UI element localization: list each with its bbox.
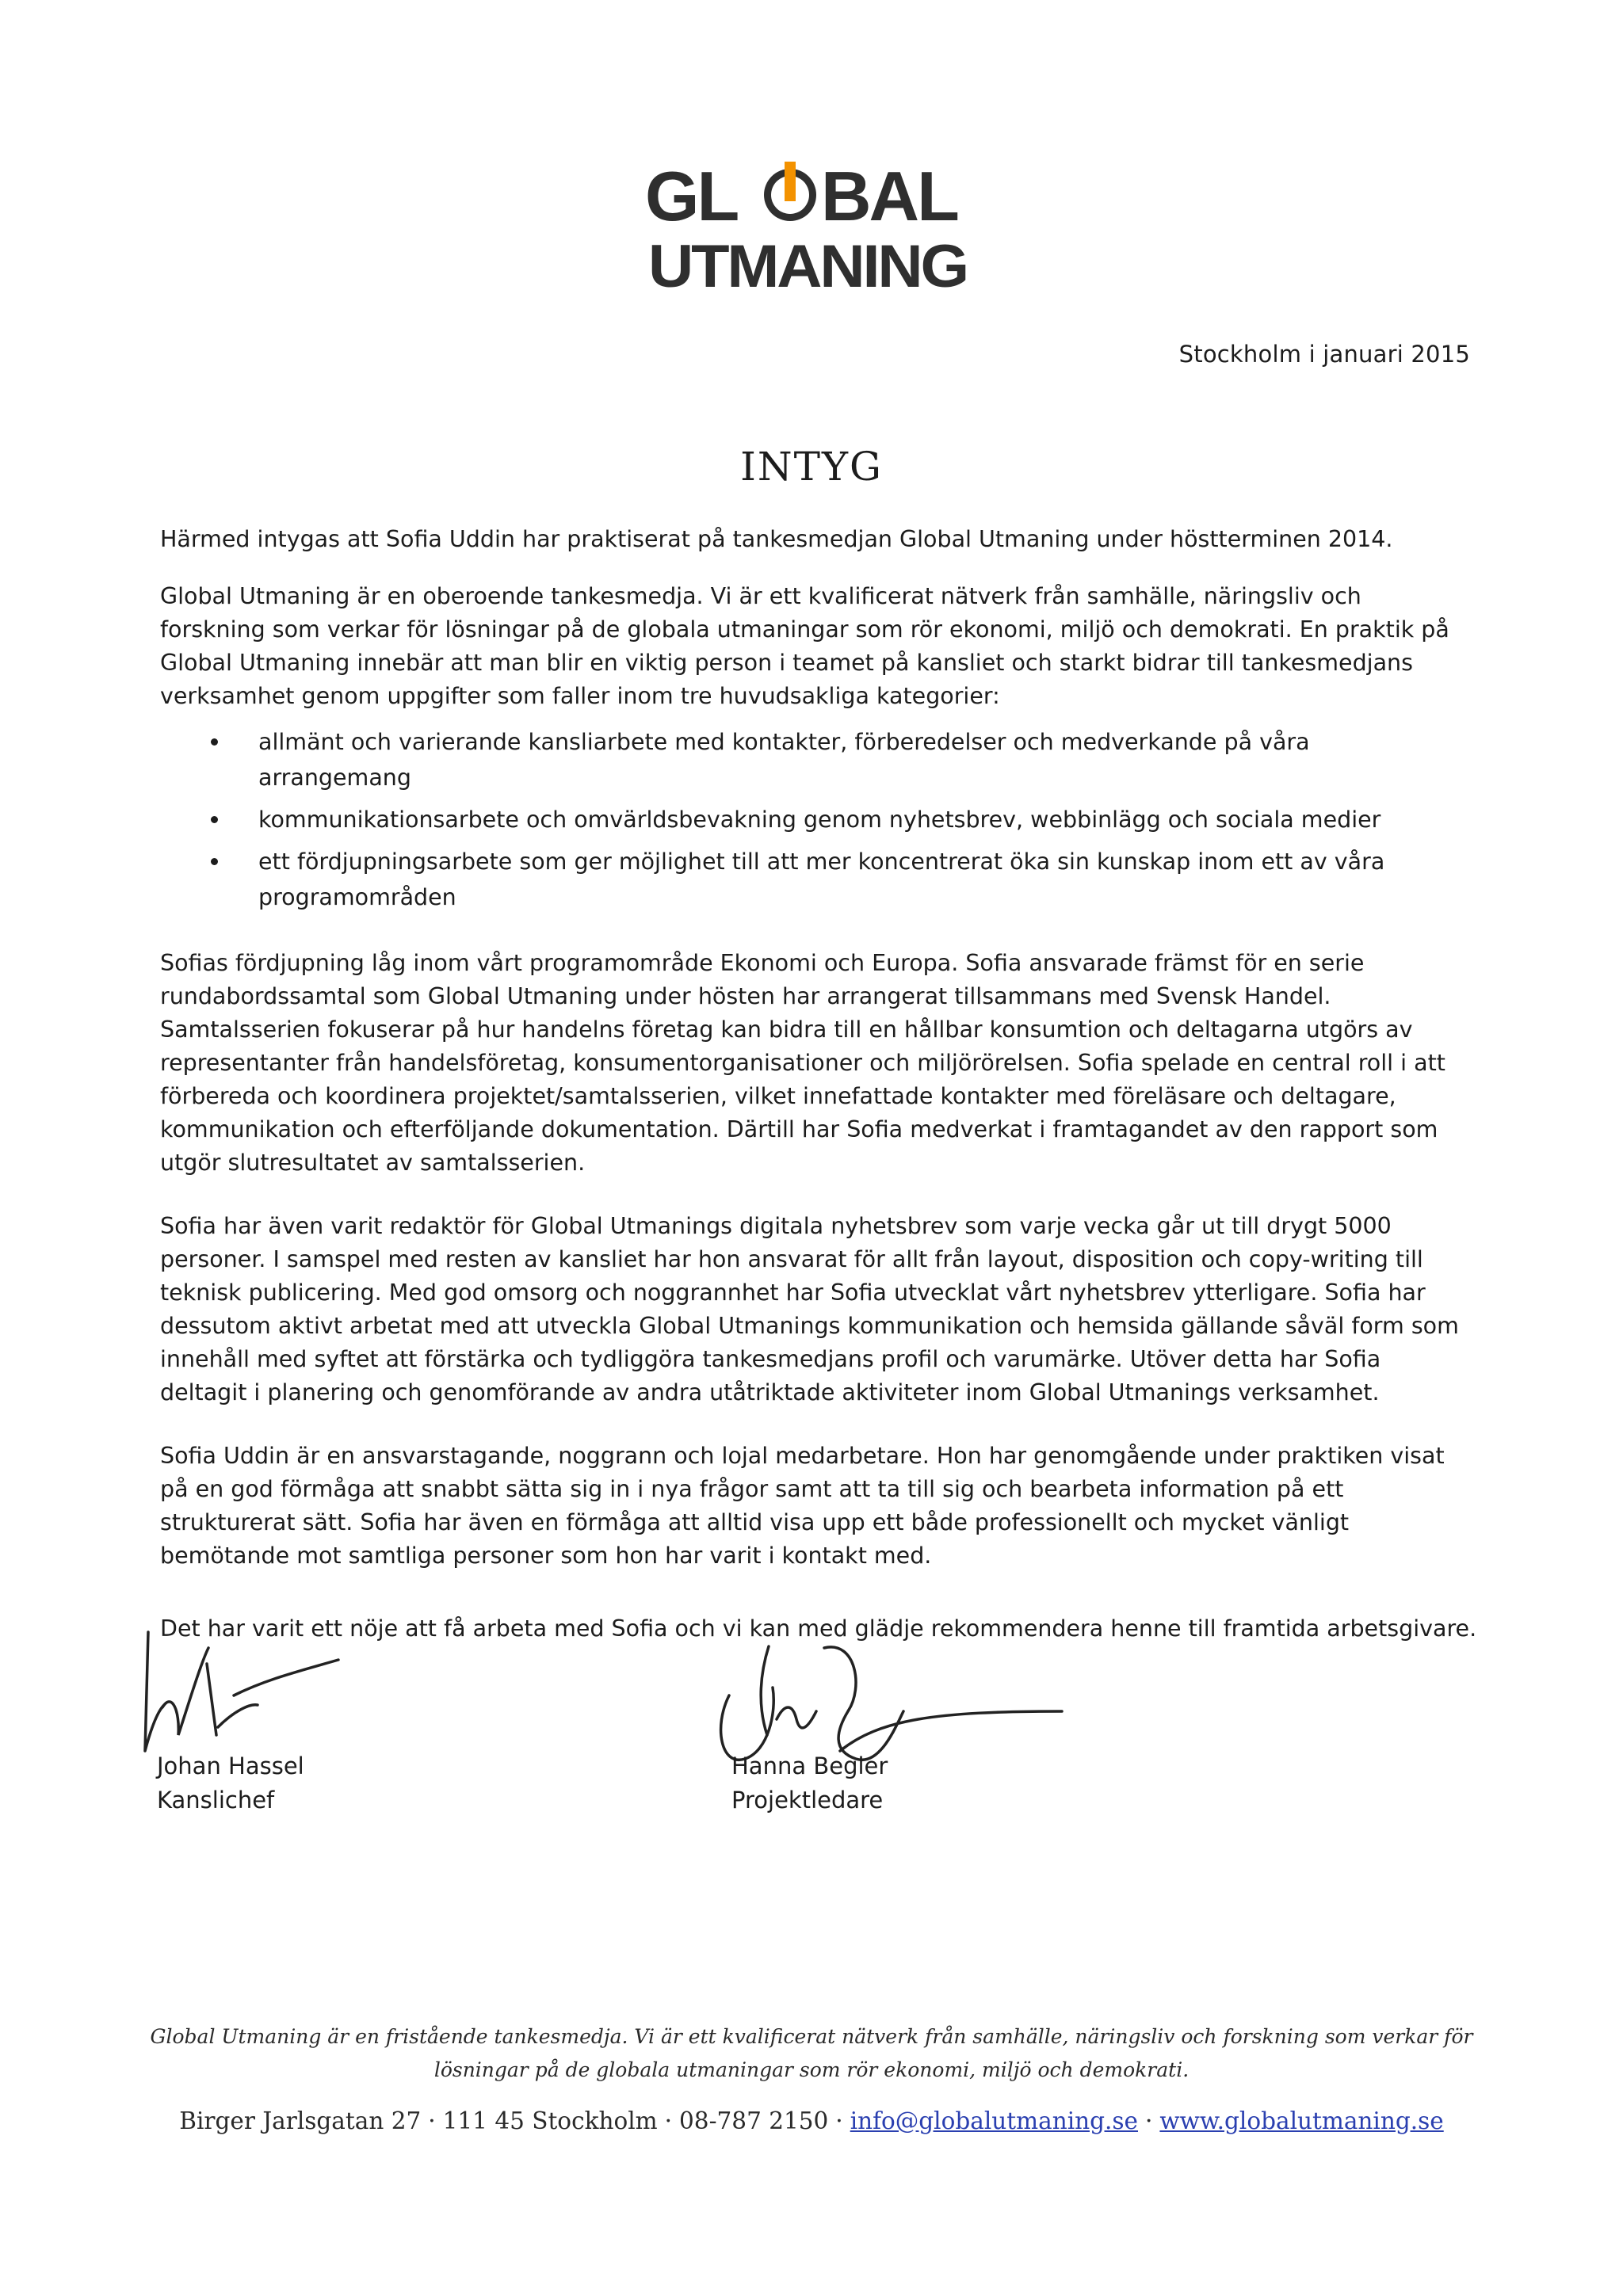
- footer-postal: 111 45 Stockholm: [442, 2107, 658, 2134]
- signatory-right: [731, 1749, 888, 1817]
- global-utmaning-logo: [0, 158, 1623, 301]
- list-item-text: ett fördjupningsarbete som ger möjlighet till att mer koncentrerat öka sin kunskap inom ett av våra programområden: [258, 849, 1385, 910]
- document-title: INTYG: [740, 444, 883, 490]
- list-item-text: allmänt och varierande kansliarbete med kontakter, förberedelser och medverkande på våra arrangemang: [258, 729, 1310, 791]
- bullet-icon: [211, 816, 218, 823]
- logo-text-gl: GL: [645, 158, 738, 235]
- separator: ·: [428, 2107, 436, 2134]
- organisation-paragraph: Global Utmaning är en oberoende tankesmedja. Vi är ett kvalificerat nätverk från samhälle, näringsliv och forskning som verkar för lösningar på de globala utmaningar som rör ekonomi, miljö och demokrati. En praktik på Global Utmaning innebär att man blir en viktig person i teamet på kansliet och starkt bidrar till tankesmedjans verksamhet genom uppgifter som faller inom tre huvudsakliga kategorier:: [160, 583, 1449, 709]
- letter-body: [160, 523, 1468, 1603]
- signatory-name: Hanna Begler: [731, 1753, 888, 1779]
- footer-phone: 08-787 2150: [679, 2107, 829, 2134]
- assessment-paragraph: Sofia Uddin är en ansvarstagande, noggrann och lojal medarbetare. Hon har genomgående under praktiken visat på en god förmåga att snabbt sätta sig in i nya frågor samt att ta till sig och bearbeta information på ett strukturerat sätt. Sofia har även en förmåga att alltid visa upp ett både professionellt och mycket vänligt bemötande mot samtliga personer som hon har varit i kontakt med.: [160, 1443, 1445, 1569]
- footer-website-link[interactable]: www.globalutmaning.se: [1159, 2107, 1444, 2134]
- footer-tagline: Global Utmaning är en fristående tankesmedja. Vi är ett kvalificerat nätverk från samhälle, näringsliv och forskning som verkar för lösningar på de globala utmaningar som rör ekonomi, miljö och demokrati.: [150, 2025, 1473, 2081]
- closing-sentence: Det har varit ett nöje att få arbeta med Sofia och vi kan med glädje rekommendera henne till framtida arbetsgivare.: [160, 1615, 1477, 1642]
- logo-text-utmaning: UTMANING: [648, 233, 967, 300]
- logo-text-bal: BAL: [821, 158, 957, 235]
- footer-contact: [0, 2107, 1623, 2134]
- specialisation-paragraph: Sofias fördjupning låg inom vårt programområde Ekonomi och Europa. Sofia ansvarade främst för en serie rundabordssamtal som Global Utmaning under hösten har arrangerat tillsammans med Svensk Handel. Samtalsserien fokuserar på hur handelns företag kan bidra till en hållbar konsumtion och deltagarna utgörs av representanter från handelsföretag, konsumentorganisationer och miljörörelsen. Sofia spelade en central roll i att förbereda och koordinera projektet/samtalsserien, vilket innefattade kontakter med föreläsare och deltagare, kommunikation och efterföljande dokumentation. Därtill har Sofia medverkat i framtagandet av den rapport som utgör slutresultatet av samtalsserien.: [160, 950, 1445, 1176]
- letter-date: Stockholm i januari 2015: [1178, 341, 1470, 368]
- logo-graphic: [645, 158, 978, 301]
- signatory-left: [157, 1749, 304, 1817]
- newsletter-paragraph: Sofia har även varit redaktör för Global Utmanings digitala nyhetsbrev som varje vecka går ut till drygt 5000 personer. I samspel med resten av kansliet har hon ansvarat för allt från layout, disposition och copy-writing till teknisk publicering. Med god omsorg och noggrannhet har Sofia utvecklat vårt nyhetsbrev ytterligare. Sofia har dessutom aktivt arbetat med att utveckla Global Utmanings kommunikation och hemsida gällande såväl form som innehåll med syftet att förstärka och tydliggöra tankesmedjans profil och varumärke. Utöver detta har Sofia deltagit i planering och genomförande av andra utåtriktade aktiviteter inom Global Utmanings verksamhet.: [160, 1213, 1459, 1405]
- logo-globe-icon: [764, 162, 816, 221]
- signatory-name: Johan Hassel: [157, 1753, 304, 1779]
- list-item: [160, 844, 1468, 915]
- bullet-icon: [211, 858, 218, 865]
- footer-street: Birger Jarlsgatan 27: [179, 2107, 422, 2134]
- list-item: [160, 802, 1468, 837]
- signatory-role: Projektledare: [731, 1787, 884, 1814]
- separator: ·: [1145, 2107, 1153, 2134]
- separator: ·: [664, 2107, 673, 2134]
- bullet-icon: [211, 738, 218, 746]
- signatory-role: Kanslichef: [157, 1787, 275, 1814]
- separator: ·: [835, 2107, 843, 2134]
- list-item: [160, 724, 1468, 795]
- list-item-text: kommunikationsarbete och omvärldsbevakning genom nyhetsbrev, webbinlägg och sociala medier: [258, 807, 1381, 833]
- intro-paragraph: Härmed intygas att Sofia Uddin har praktiserat på tankesmedjan Global Utmaning under höstterminen 2014.: [160, 526, 1393, 552]
- task-list: [160, 724, 1468, 915]
- footer-email-link[interactable]: info@globalutmaning.se: [850, 2107, 1138, 2134]
